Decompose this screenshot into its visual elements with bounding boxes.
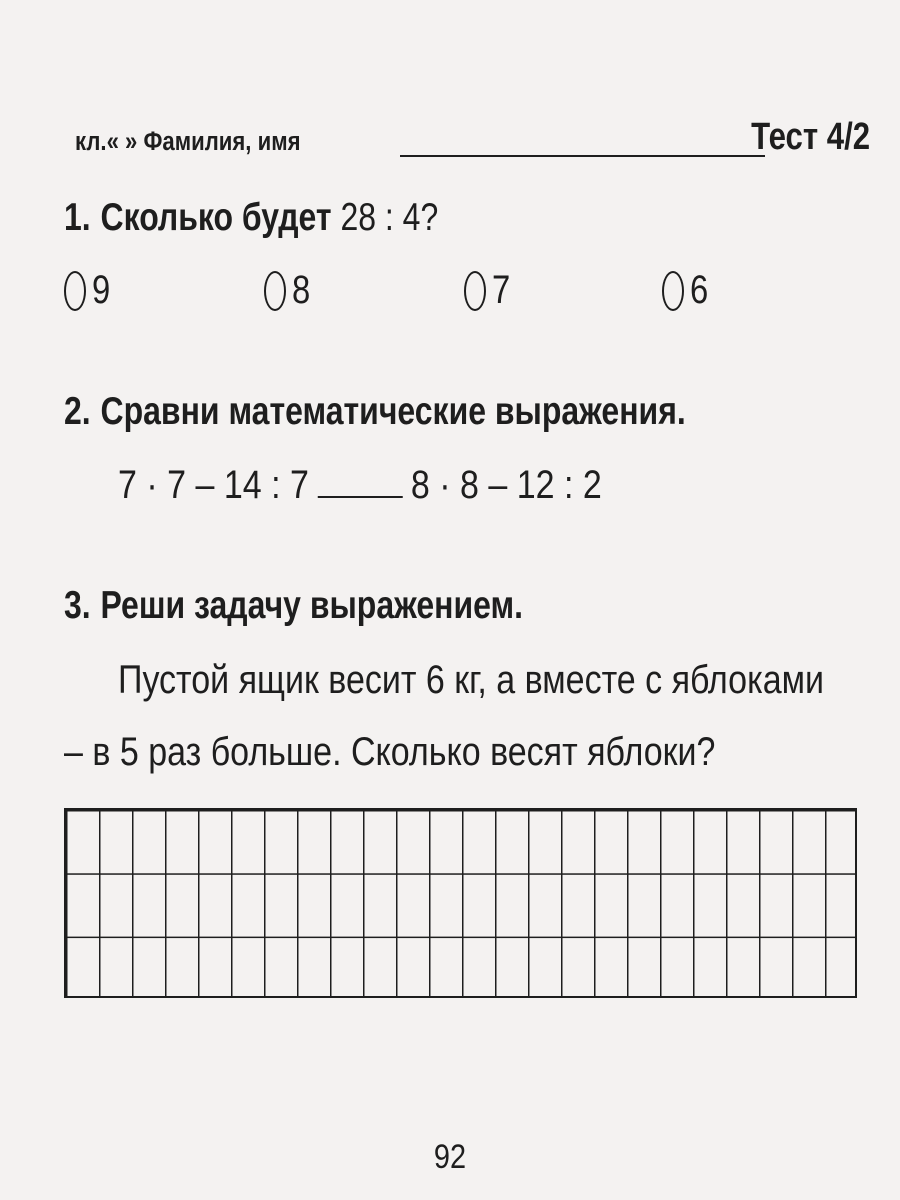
option-2-value: 8 [292,268,311,312]
task1-expression: 28 : 4? [340,196,439,239]
task1-question: Сколько будет [100,196,332,239]
option-4[interactable] [662,268,712,313]
task1-heading [64,196,438,240]
option-4-circle[interactable] [662,271,684,311]
page-number: 92 [433,1138,467,1176]
right-expression: 8 · 8 – 12 : 2 [410,463,602,507]
option-1-value: 9 [92,268,111,312]
option-2[interactable] [264,268,314,313]
option-2-circle[interactable] [264,271,286,311]
test-title: Тест 4/2 [751,116,870,158]
option-1[interactable] [64,268,114,313]
task3-question: Реши задачу выражением. [100,584,524,627]
task3-heading [64,584,523,628]
comparison-blank[interactable] [317,462,402,498]
task1-options [64,268,784,328]
left-expression: 7 · 7 – 14 : 7 [118,463,309,507]
option-3-value: 7 [492,268,511,312]
task1-number: 1. [64,196,91,239]
comparison-expression [118,462,602,508]
option-3[interactable] [464,268,514,313]
option-1-circle[interactable] [64,271,86,311]
name-input-line[interactable] [400,155,765,157]
task2-number: 2. [64,390,91,433]
task2-question: Сравни математические выражения. [100,390,686,433]
option-4-value: 6 [690,268,709,312]
problem-text-line2: – в 5 раз больше. Сколько весят яблоки? [64,730,716,774]
header [75,112,870,162]
class-name-label: кл.« » Фамилия, имя [75,126,301,156]
option-3-circle[interactable] [464,271,486,311]
problem-text-line1: Пустой ящик весит 6 кг, а вместе с яблоками [118,658,824,702]
answer-grid[interactable] [64,808,857,998]
task2-heading [64,390,686,434]
task3-number: 3. [64,584,91,627]
